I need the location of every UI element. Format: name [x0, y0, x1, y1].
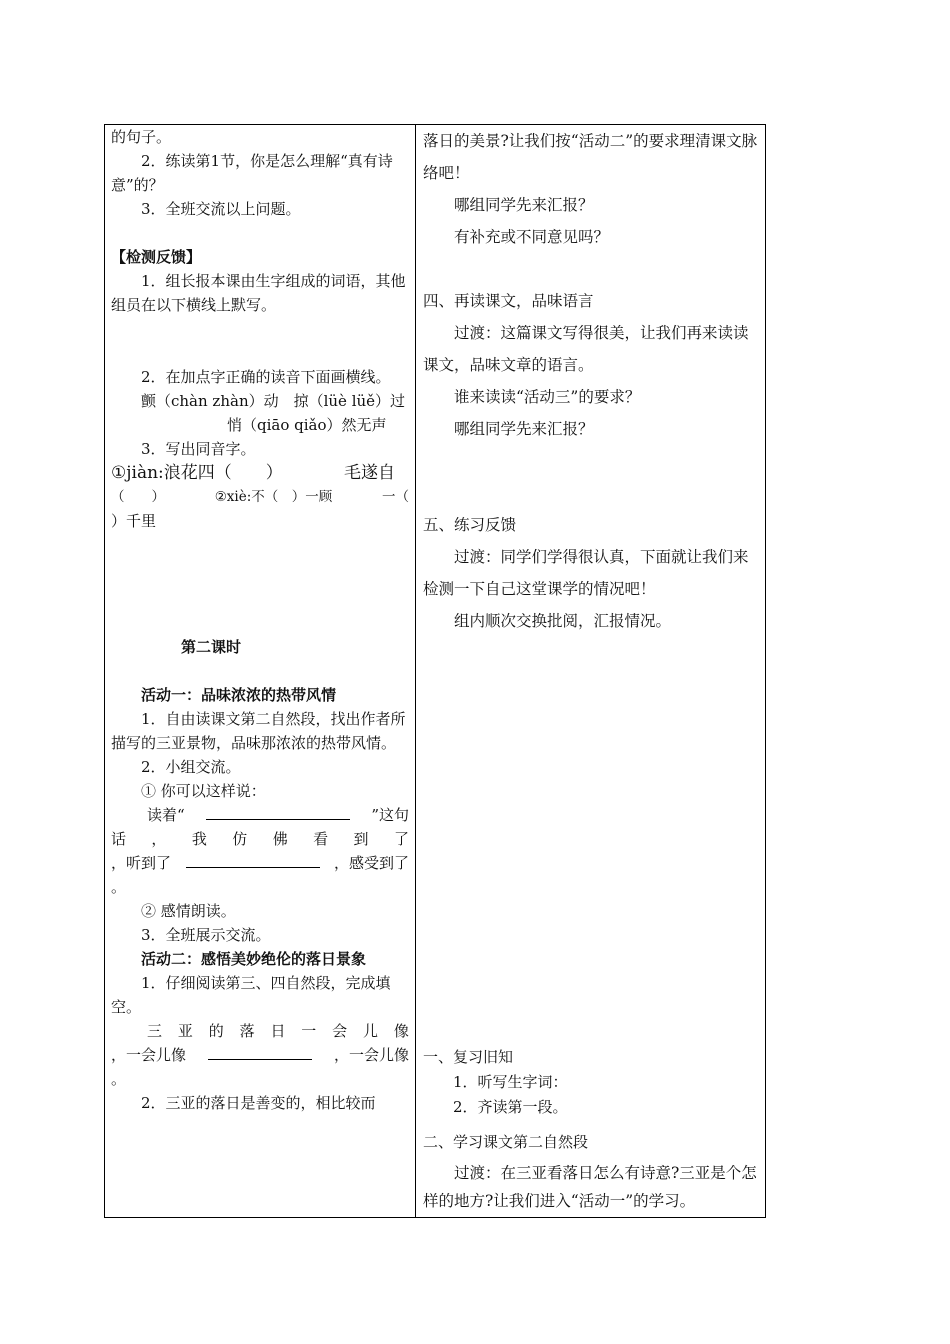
left-text: 了: [393, 830, 409, 848]
left-text: 儿: [363, 1022, 379, 1040]
left-text: ，感受到了: [333, 854, 409, 872]
lesson-heading: 第二课时: [181, 638, 242, 656]
review-block: [423, 1045, 761, 1215]
left-text: 2．三亚的落日是善变的，相比较而: [141, 1094, 376, 1112]
left-text: ① 你可以这样说：: [141, 782, 266, 800]
spaced-line: [111, 827, 409, 851]
right-text: 1．听写生字词：: [453, 1073, 568, 1091]
left-text: 一（: [381, 489, 409, 505]
left-text: 1．仔细阅读第三、四自然段，完成填空。: [111, 974, 391, 1016]
left-text: ，听到了: [111, 854, 172, 872]
left-text: 仿: [232, 830, 248, 848]
right-heading: 五、练习反馈: [423, 516, 517, 534]
left-text: 会: [332, 1022, 348, 1040]
left-text: 2．练读第1节，你是怎么理解“真有诗意”的？: [111, 152, 393, 194]
left-text: ②xiè:不（ ）一顾: [214, 489, 333, 505]
blank-line: [208, 1043, 312, 1060]
left-column: [111, 125, 409, 1217]
left-text: 。: [111, 878, 127, 896]
right-heading: 二、学习课文第二自然段: [423, 1133, 589, 1151]
left-text: 佛: [272, 830, 288, 848]
left-text: 3．写出同音字。: [141, 440, 256, 458]
fill-line: [111, 1043, 409, 1067]
left-text: 颤（chàn zhàn）动 掠（lüè lüě）过: [141, 392, 406, 410]
left-text: 2．小组交流。: [141, 758, 241, 776]
left-text: 亚: [177, 1022, 193, 1040]
left-text: 毛遂自: [344, 463, 395, 483]
left-text: 悄（qiāo qiǎo）然无声: [227, 416, 387, 434]
fill-line: [111, 851, 409, 875]
fill-line: [111, 803, 409, 827]
right-text: 过渡：同学们学得很认真，下面就让我们来检测一下自己这堂课学的情况吧！: [423, 548, 749, 598]
left-text: 我: [191, 830, 207, 848]
left-text: 看: [313, 830, 329, 848]
left-text: 3．全班交流以上问题。: [141, 200, 301, 218]
left-text: 落: [239, 1022, 255, 1040]
left-text: 像: [393, 1022, 409, 1040]
left-text: ）千里: [111, 512, 157, 530]
left-text: 的句子。: [111, 128, 172, 146]
blank-line: [186, 851, 320, 868]
blank-line: [206, 803, 350, 820]
activity-heading: 活动一：品味浓浓的热带风情: [141, 686, 337, 704]
activity-heading: 活动二：感悟美妙绝伦的落日景象: [141, 950, 367, 968]
left-text: 1．组长报本课由生字组成的词语，其他组员在以下横线上默写。: [111, 272, 406, 314]
left-text: 3．全班展示交流。: [141, 926, 271, 944]
right-text: 哪组同学先来汇报？: [454, 196, 594, 214]
right-text: 2．齐读第一段。: [453, 1098, 568, 1116]
right-text: 谁来读读“活动三”的要求？: [454, 388, 641, 406]
section-heading: 【检测反馈】: [111, 248, 202, 266]
left-text: 话: [111, 830, 127, 848]
left-text: 日: [270, 1022, 286, 1040]
left-text: 2．在加点字正确的读音下面画横线。: [141, 368, 391, 386]
right-text: 有补充或不同意见吗？: [454, 228, 610, 246]
spaced-line: [111, 1019, 409, 1043]
lesson-table: [104, 124, 766, 1218]
left-text: ①jiàn:浪花四（ ）: [111, 463, 283, 483]
left-text: 到: [353, 830, 369, 848]
right-text: 过渡：在三亚看落日怎么有诗意?三亚是个怎样的地方?让我们进入“活动一”的学习。: [423, 1164, 757, 1210]
left-text: 的: [208, 1022, 224, 1040]
left-text: ，一会儿像: [333, 1046, 409, 1064]
right-text: 过渡：这篇课文写得很美，让我们再来读读课文，品味文章的语言。: [423, 324, 749, 374]
left-text: 。: [111, 1070, 127, 1088]
right-text: 哪组同学先来汇报？: [454, 420, 594, 438]
left-text: （ ）: [111, 489, 165, 505]
left-text: 一: [301, 1022, 317, 1040]
right-heading: 一、复习旧知: [423, 1048, 514, 1066]
homophone-row: [111, 485, 409, 509]
left-text: ，一会儿像: [111, 1046, 187, 1064]
column-divider: [415, 125, 416, 1217]
right-heading: 四、再读课文，品味语言: [423, 292, 594, 310]
left-text: ② 感情朗读。: [141, 902, 236, 920]
homophone-row: [111, 461, 409, 485]
left-text: ”这句: [371, 806, 409, 824]
left-text: ，: [151, 830, 167, 848]
left-text: 三: [147, 1022, 163, 1040]
left-text: 读着“: [147, 806, 185, 824]
right-text: 组内顺次交换批阅，汇报情况。: [454, 612, 672, 630]
left-text: 1．自由读课文第二自然段，找出作者所描写的三亚景物，品味那浓浓的热带风情。: [111, 710, 406, 752]
right-column: [423, 125, 761, 1217]
right-text: 落日的美景?让我们按“活动二”的要求理清课文脉络吧！: [423, 132, 758, 182]
